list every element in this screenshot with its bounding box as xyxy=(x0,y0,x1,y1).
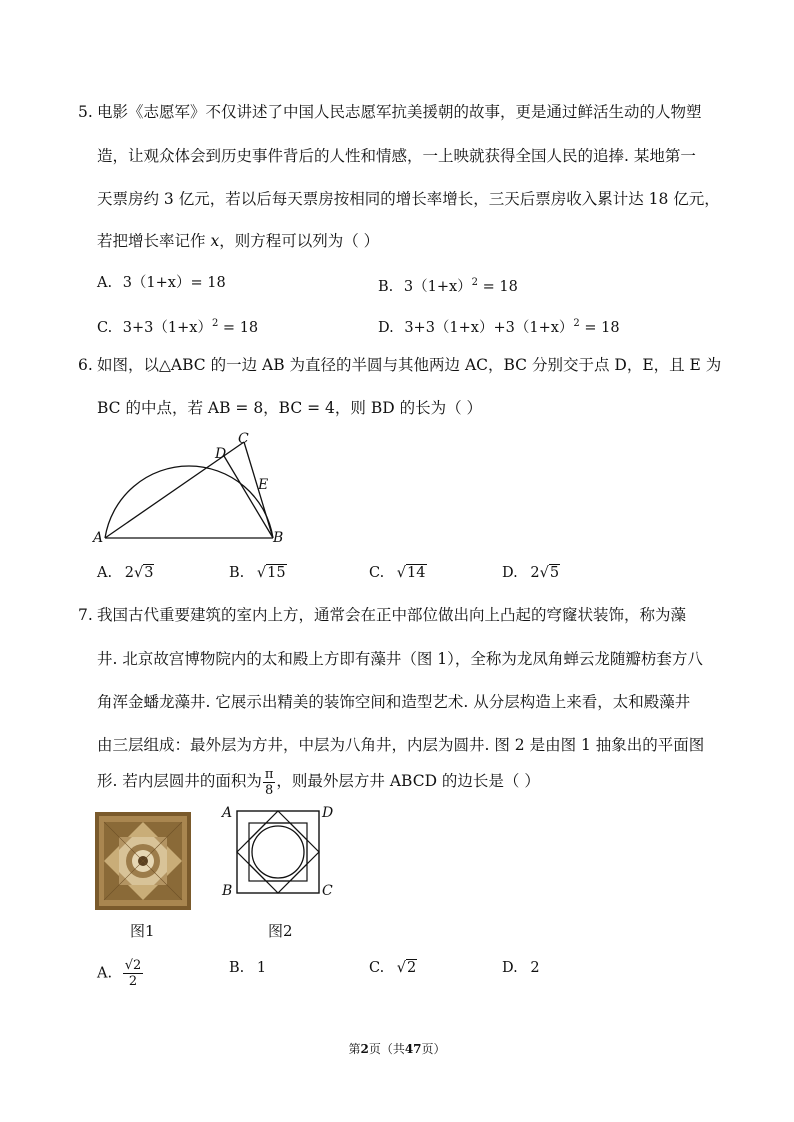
q5-line-1: 电影《志愿军》不仅讲述了中国人民志愿军抗美援朝的故事，更是通过鲜活生动的人物塑 xyxy=(97,103,702,121)
q5-option-b-letter: B. xyxy=(378,278,394,295)
q7-option-b xyxy=(229,958,266,978)
q6-option-c xyxy=(369,563,427,583)
q7-option-c xyxy=(369,958,417,978)
q6-label-b: B xyxy=(273,530,284,546)
q5-option-a xyxy=(97,273,226,293)
q6-label-e: E xyxy=(258,477,269,493)
footer-middle: 页（共 xyxy=(368,1042,405,1056)
q7-fraction-denominator: 8 xyxy=(264,782,274,798)
q6-option-d-letter: D. xyxy=(502,565,518,581)
q6-option-c-sqrt: √14 xyxy=(396,565,426,581)
q5-option-c-text-b: = 18 xyxy=(218,319,259,336)
q5-option-c-letter: C. xyxy=(97,319,113,336)
q6-line-2: BC 的中点，若 AB = 8，BC = 4，则 BD 的长为（ ） xyxy=(97,399,483,417)
q5-number: 5. xyxy=(78,103,93,121)
q5-option-a-letter: A. xyxy=(97,275,113,291)
q7-line-4: 由三层组成：最外层为方井，中层为八角井，内层为圆井. 图 2 是由图 1 抽象出的平面图 xyxy=(97,736,705,754)
q7-option-d-letter: D. xyxy=(502,960,518,976)
q6-label-d: D xyxy=(215,446,227,462)
q6-option-b-sqrt: √15 xyxy=(256,565,286,581)
q5-option-c-exponent: 2 xyxy=(211,318,219,329)
q7-option-a-numerator: √2 xyxy=(124,958,142,973)
q5-line-4 xyxy=(97,231,379,251)
q5-option-b xyxy=(378,273,518,297)
q5-option-d-letter: D. xyxy=(378,319,394,336)
page-footer xyxy=(0,1040,794,1057)
q7-number: 7. xyxy=(78,606,93,624)
q7-line-5-a: 形. 若内层圆井的面积为 xyxy=(97,772,262,790)
q7-label-c: C xyxy=(322,883,333,899)
q7-option-b-text: 1 xyxy=(256,960,267,976)
q6-option-c-letter: C. xyxy=(369,565,385,581)
footer-prefix: 第 xyxy=(348,1042,361,1056)
footer-total-pages: 47 xyxy=(404,1042,422,1056)
inner-circle xyxy=(252,826,304,878)
q6-option-b-letter: B. xyxy=(229,565,245,581)
q5-line-4-b: ，则方程可以列为（ ） xyxy=(219,232,380,250)
octagon xyxy=(249,823,307,881)
q6-option-a-coef: 2 xyxy=(124,565,134,581)
footer-page-number: 2 xyxy=(360,1042,369,1056)
footer-suffix: 页） xyxy=(421,1042,446,1056)
q5-option-d-exponent: 2 xyxy=(573,318,580,329)
q6-label-c: C xyxy=(238,431,249,447)
q7-area-fraction xyxy=(263,767,276,798)
q5-option-b-text-b: = 18 xyxy=(478,278,518,295)
q7-option-a-fraction xyxy=(123,958,144,989)
q5-line-3: 天票房约 3 亿元，若以后每天票房按相同的增长率增长，三天后票房收入累计达 18 亿元， xyxy=(97,190,720,208)
q7-fraction-numerator: π xyxy=(264,766,274,782)
q7-line-2: 井. 北京故宫博物院内的太和殿上方即有藻井（图 1），全称为龙凤角蝉云龙随瓣枋套方八 xyxy=(97,650,703,668)
q5-option-b-exponent: 2 xyxy=(471,277,479,288)
q6-option-c-radicand: 14 xyxy=(407,565,426,581)
q7-option-a xyxy=(97,958,144,989)
q7-label-a: A xyxy=(222,805,233,821)
q7-fig1-caption: 图1 xyxy=(130,922,155,940)
q7-plan-figure xyxy=(236,810,320,894)
q5-line-2: 造，让观众体会到历史事件背后的人性和情感，一上映就获得全国人民的追捧. 某地第一 xyxy=(97,147,696,165)
q7-line-5 xyxy=(97,764,540,798)
q6-option-d xyxy=(502,563,560,583)
q6-option-a-sqrt: √3 xyxy=(133,565,154,581)
q7-option-a-denominator: 2 xyxy=(128,974,138,989)
q7-option-c-sqrt: √2 xyxy=(396,960,417,976)
q7-option-c-radicand: 2 xyxy=(407,960,417,976)
q7-option-c-letter: C. xyxy=(369,960,385,976)
q5-option-a-text: 3（1+x）= 18 xyxy=(122,275,226,291)
segment-db xyxy=(224,456,273,538)
q6-option-d-coef: 2 xyxy=(530,565,540,581)
q6-option-a xyxy=(97,563,154,583)
q7-option-d-text: 2 xyxy=(530,960,540,976)
q6-option-a-radicand: 3 xyxy=(144,565,154,581)
q5-option-b-text-a: 3（1+x） xyxy=(403,278,472,295)
q5-option-d xyxy=(378,314,620,338)
q6-number: 6. xyxy=(78,356,93,374)
q5-option-c-text-a: 3+3（1+x） xyxy=(122,319,212,336)
q7-label-b: B xyxy=(222,883,233,899)
q7-option-b-letter: B. xyxy=(229,960,245,976)
q6-option-b-radicand: 15 xyxy=(267,565,286,581)
q7-option-d xyxy=(502,958,540,978)
q7-line-3: 角浑金蟠龙藻井. 它展示出精美的装饰空间和造型艺术. 从分层构造上来看，太和殿藻井 xyxy=(97,693,691,711)
q6-option-d-sqrt: √5 xyxy=(539,565,560,581)
q7-line-5-b: ，则最外层方井 ABCD 的边长是（ ） xyxy=(276,772,540,790)
q5-option-d-text-a: 3+3（1+x）+3（1+x） xyxy=(404,319,574,336)
q7-line-1: 我国古代重要建筑的室内上方，通常会在正中部位做出向上凸起的穹窿状装饰，称为藻 xyxy=(97,606,687,624)
q6-line-1: 如图，以△ABC 的一边 AB 为直径的半圆与其他两边 AC，BC 分别交于点 D，E，且 E 为 xyxy=(97,356,722,374)
q7-caisson-photo xyxy=(95,812,191,910)
q6-option-a-letter: A. xyxy=(97,565,113,581)
q5-line-4-a: 若把增长率记作 xyxy=(97,232,211,250)
q5-option-c xyxy=(97,314,258,338)
q6-option-b xyxy=(229,563,287,583)
q7-option-a-letter: A. xyxy=(97,965,113,982)
q7-fig2-caption: 图2 xyxy=(268,922,293,940)
semicircle-arc xyxy=(105,466,273,538)
q5-option-d-text-b: = 18 xyxy=(579,319,620,336)
q6-label-a: A xyxy=(93,530,104,546)
q6-option-d-radicand: 5 xyxy=(549,565,560,581)
q7-label-d: D xyxy=(322,805,334,821)
q5-variable: x xyxy=(210,232,220,250)
